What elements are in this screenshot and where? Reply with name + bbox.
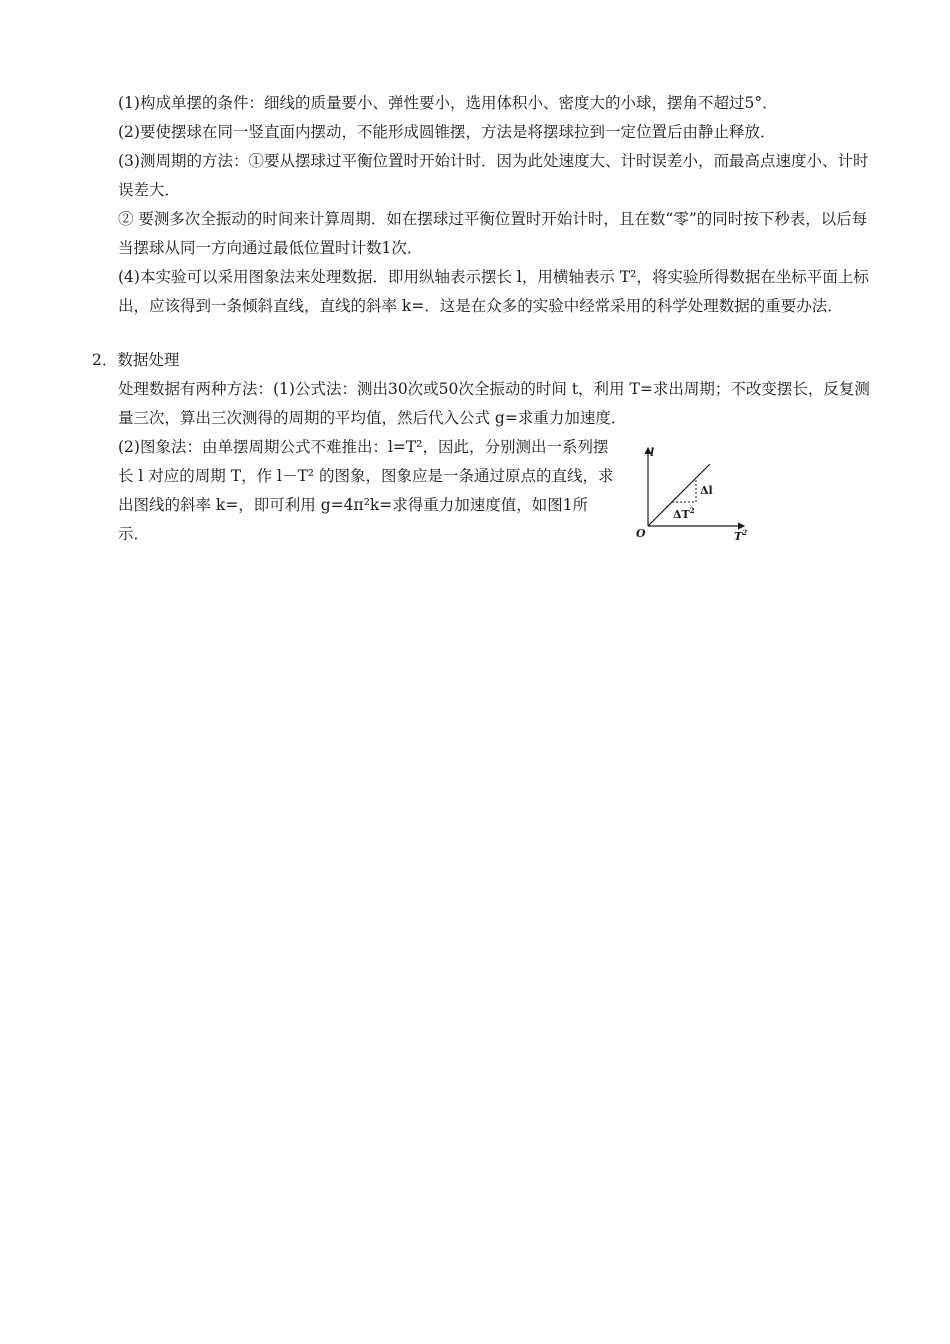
note-period-timing: (3)测周期的方法：①要从摆球过平衡位置时开始计时．因为此处速度大、计时误差小，而最高点速度小、计时误差大． [118, 152, 869, 199]
origin-label: O [636, 527, 646, 540]
formula-method-text: 处理数据有两种方法：(1)公式法：测出30次或50次全振动的时间 t，利用 T=求出周期；不改变摆长，反复测量三次，算出三次测得的周期的平均值，然后代入公式 g=求重力加速度． [118, 380, 870, 427]
note-graph-method: (4)本实验可以采用图象法来处理数据．即用纵轴表示摆长 l，用横轴表示 T²，将实验所得数据在坐标平面上标出，应该得到一条倾斜直线，直线的斜率 k=．这是在众多的实验中经常采用的科学处理数据的重要办法． [118, 268, 869, 315]
note-multiple-oscillations: ② 要测多次全振动的时间来计算周期．如在摆球过平衡位置时开始计时，且在数“零”的同时按下秒表，以后每当摆球从同一方向通过最低位置时计数1次． [118, 210, 868, 257]
section-title-data-processing: 2．数据处理 [92, 351, 180, 369]
data-processing-formula [118, 375, 878, 433]
figure-l-vs-t2 [630, 440, 760, 545]
graph-method-text: (2)图象法：由单摆周期公式不难推出：l=T²，因此，分别测出一系列摆长 l 对应的周期 T，作 l－T² 的图象，图象应是一条通过原点的直线，求出图线的斜率 k=，即可利用 g=4π²k=求得重力加速度值，如图1所示． [118, 438, 614, 543]
x-axis-label: $T^2$ [734, 528, 748, 543]
experiment-notes [118, 89, 878, 321]
note-pendulum-conditions: (1)构成单摆的条件：细线的质量要小、弹性要小，选用体积小、密度大的小球，摆角不超过5°． [118, 94, 778, 112]
y-axis-label: l [650, 446, 655, 459]
delta-t2-label: $\Delta T^2$ [673, 506, 695, 521]
delta-l-label: Δl [700, 484, 713, 497]
l-t2-graph [630, 440, 760, 545]
note-release-method: (2)要使摆球在同一竖直面内摆动，不能形成圆锥摆，方法是将摆球拉到一定位置后由静止释放． [118, 123, 776, 141]
data-processing-graph [118, 433, 618, 549]
